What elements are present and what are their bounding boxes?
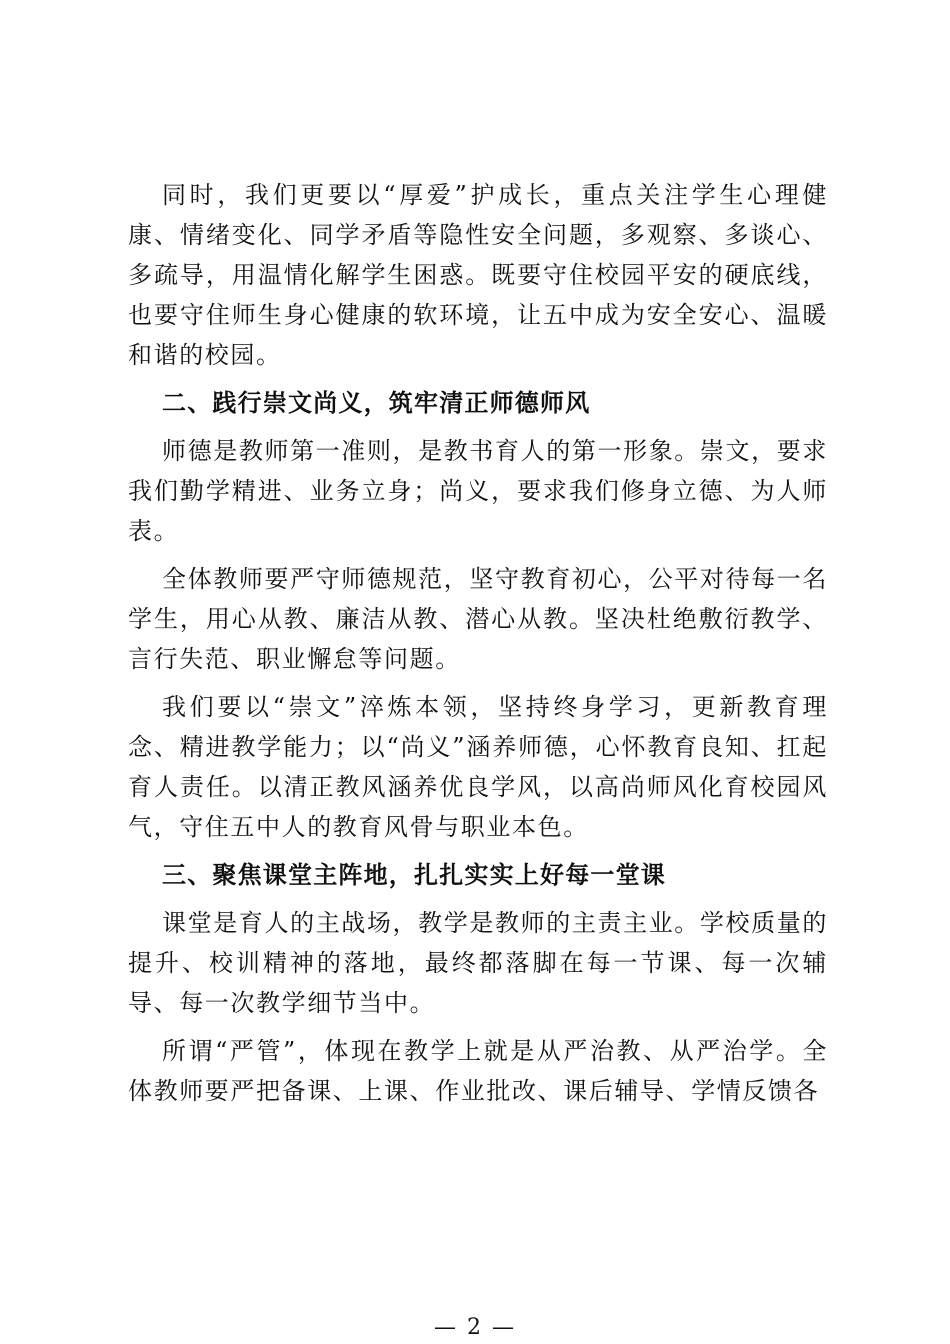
document-body: [128, 175, 828, 1111]
paragraph-gap: [128, 423, 828, 431]
paragraph-classroom: 课堂是育人的主战场，教学是教师的主责主业。学校质量的提升、校训精神的落地，最终都落脚在每一节课、每一次辅导、每一次教学细节当中。: [128, 909, 828, 1017]
page-number: — 2 —: [434, 1315, 516, 1340]
paragraph-strict-management: 所谓“严管”，体现在教学上就是从严治教、从严治学。全体教师要严把备课、上课、作业批改、课后辅导、学情反馈各: [128, 1037, 828, 1105]
paragraph-gap: [128, 551, 828, 559]
paragraph-gap: [128, 375, 828, 383]
section-heading-2: 二、践行崇文尚义，筑牢清正师德师风: [162, 389, 591, 417]
paragraph-gap: [128, 847, 828, 855]
paragraph-gap: [128, 895, 828, 903]
paragraph-teacher-ethics: 师德是教师第一准则，是教书育人的第一形象。崇文，要求我们勤学精进、业务立身；尚义，要求我们修身立德、为人师表。: [128, 437, 828, 545]
section-heading-3: 三、聚焦课堂主阵地，扎扎实实上好每一堂课: [162, 861, 666, 889]
paragraph-chongwen-shangyi: 我们要以“崇文”淬炼本领，坚持终身学习，更新教育理念、精进教学能力；以“尚义”涵养师德，心怀教育良知、扛起育人责任。以清正教风涵养优良学风，以高尚师风化育校园风气，守住五中人的教育风骨与职业本色。: [128, 693, 828, 841]
paragraph-safety-care: 同时，我们更要以“厚爱”护成长，重点关注学生心理健康、情绪变化、同学矛盾等隐性安全问题，多观察、多谈心、多疏导，用温情化解学生困惑。既要守住校园平安的硬底线，也要守住师生身心健康的软环境，让五中成为安全安心、温暖和谐的校园。: [128, 181, 828, 369]
paragraph-gap: [128, 1023, 828, 1031]
paragraph-ethics-norms: 全体教师要严守师德规范，坚守教育初心，公平对待每一名学生，用心从教、廉洁从教、潜心从教。坚决杜绝敷衍教学、言行失范、职业懈怠等问题。: [128, 565, 828, 673]
paragraph-gap: [128, 679, 828, 687]
